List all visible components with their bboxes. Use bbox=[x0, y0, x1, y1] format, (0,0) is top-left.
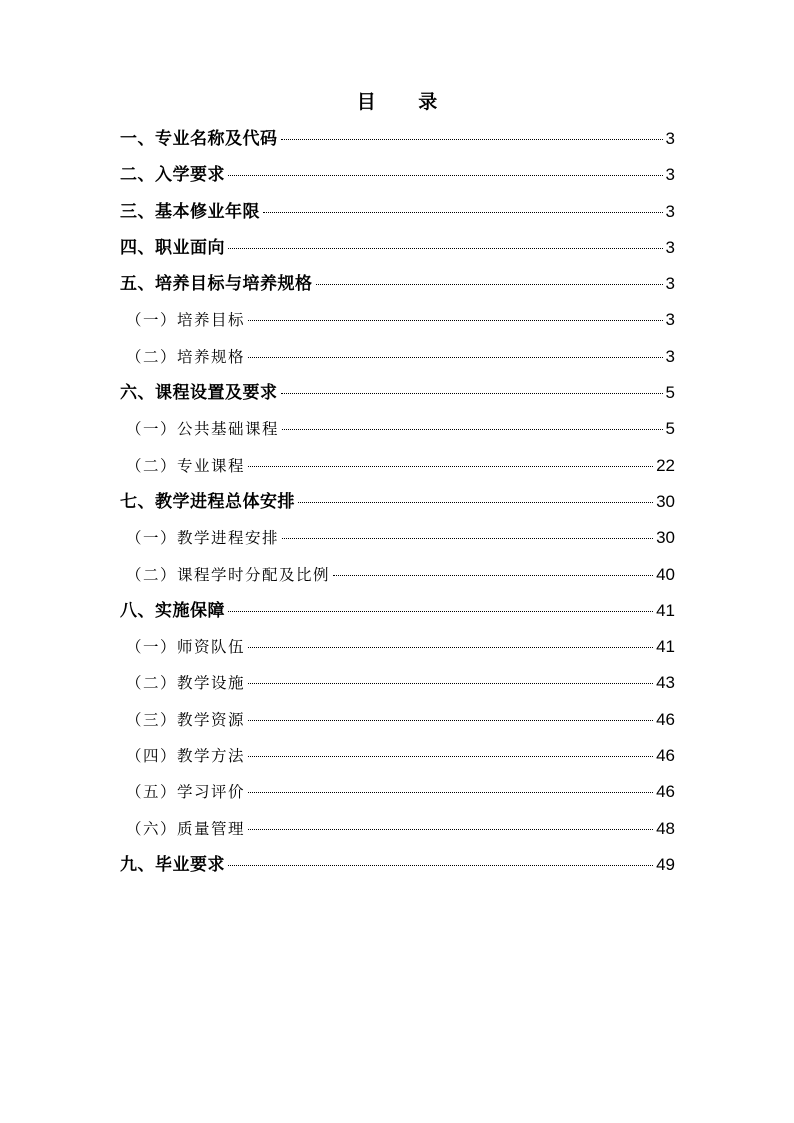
toc-subsection-entry[interactable] bbox=[120, 743, 675, 779]
toc-entry-title: 一、专业名称及代码 bbox=[120, 129, 278, 149]
toc-page-number: 41 bbox=[656, 600, 675, 620]
toc-dot-leader bbox=[263, 212, 663, 213]
toc-subsection-entry[interactable] bbox=[120, 416, 675, 452]
toc-page-number: 3 bbox=[665, 201, 675, 221]
toc-subsection-entry[interactable] bbox=[120, 307, 675, 343]
toc-entry-title: （二）培养规格 bbox=[126, 347, 246, 366]
toc-subsection-entry[interactable] bbox=[120, 707, 675, 743]
toc-dot-leader bbox=[282, 538, 653, 539]
toc-page-number: 3 bbox=[665, 274, 675, 294]
toc-page-number: 40 bbox=[656, 564, 675, 584]
toc-page-number: 43 bbox=[656, 673, 675, 693]
toc-dot-leader bbox=[281, 393, 663, 394]
toc-entry-title: 三、基本修业年限 bbox=[120, 201, 260, 222]
toc-dot-leader bbox=[333, 575, 653, 576]
toc-entry-title: （二）专业课程 bbox=[126, 456, 246, 475]
toc-entry-title: （一）培养目标 bbox=[126, 311, 246, 330]
toc-entry-title: 九、毕业要求 bbox=[120, 854, 225, 875]
toc-entry-title: （二）课程学时分配及比例 bbox=[126, 565, 331, 584]
table-of-contents bbox=[120, 126, 675, 888]
toc-page-number: 46 bbox=[656, 709, 675, 729]
toc-entry-title: （一）师资队伍 bbox=[126, 638, 246, 657]
toc-page-number: 30 bbox=[656, 528, 675, 548]
toc-page-number: 3 bbox=[665, 346, 675, 366]
toc-page-number: 3 bbox=[665, 310, 675, 330]
toc-section-entry[interactable] bbox=[120, 852, 675, 888]
toc-entry-title: （六）质量管理 bbox=[126, 819, 246, 838]
toc-section-entry[interactable] bbox=[120, 235, 675, 271]
toc-entry-title: （一）公共基础课程 bbox=[126, 420, 280, 439]
toc-section-entry[interactable] bbox=[120, 380, 675, 416]
toc-dot-leader bbox=[228, 865, 653, 866]
toc-dot-leader bbox=[248, 357, 663, 358]
toc-dot-leader bbox=[248, 647, 653, 648]
toc-dot-leader bbox=[248, 792, 653, 793]
toc-dot-leader bbox=[228, 175, 663, 176]
toc-entry-title: （五）学习评价 bbox=[126, 783, 246, 802]
toc-page-number: 5 bbox=[665, 383, 675, 403]
toc-dot-leader bbox=[248, 756, 653, 757]
toc-entry-title: 八、实施保障 bbox=[120, 600, 225, 621]
toc-entry-title: （三）教学资源 bbox=[126, 710, 246, 729]
toc-page-number: 46 bbox=[656, 782, 675, 802]
toc-dot-leader bbox=[248, 320, 663, 321]
toc-entry-title: （四）教学方法 bbox=[126, 747, 246, 766]
toc-section-entry[interactable] bbox=[120, 126, 675, 162]
toc-page-number: 3 bbox=[665, 129, 675, 148]
toc-entry-title: 五、培养目标与培养规格 bbox=[120, 274, 313, 295]
toc-section-entry[interactable] bbox=[120, 162, 675, 198]
toc-subsection-entry[interactable] bbox=[120, 525, 675, 561]
toc-dot-leader bbox=[228, 248, 663, 249]
toc-entry-title: 六、课程设置及要求 bbox=[120, 383, 278, 404]
toc-section-entry[interactable] bbox=[120, 489, 675, 525]
toc-page-number: 5 bbox=[665, 419, 675, 439]
toc-page-number: 3 bbox=[665, 237, 675, 257]
toc-subsection-entry[interactable] bbox=[120, 344, 675, 380]
toc-page-number: 49 bbox=[656, 854, 675, 874]
toc-dot-leader bbox=[228, 611, 653, 612]
toc-dot-leader bbox=[282, 429, 663, 430]
toc-subsection-entry[interactable] bbox=[120, 453, 675, 489]
toc-page-number: 48 bbox=[656, 818, 675, 838]
toc-dot-leader bbox=[248, 829, 653, 830]
toc-dot-leader bbox=[281, 139, 663, 140]
toc-entry-title: （一）教学进程安排 bbox=[126, 529, 280, 548]
toc-subsection-entry[interactable] bbox=[120, 634, 675, 670]
toc-entry-title: 四、职业面向 bbox=[120, 237, 225, 258]
toc-page-number: 46 bbox=[656, 746, 675, 766]
toc-page-number: 22 bbox=[656, 455, 675, 475]
toc-entry-title: （二）教学设施 bbox=[126, 674, 246, 693]
toc-dot-leader bbox=[248, 683, 653, 684]
toc-section-entry[interactable] bbox=[120, 271, 675, 307]
toc-page-number: 3 bbox=[665, 165, 675, 185]
toc-entry-title: 二、入学要求 bbox=[120, 165, 225, 186]
toc-dot-leader bbox=[298, 502, 653, 503]
toc-section-entry[interactable] bbox=[120, 598, 675, 634]
toc-dot-leader bbox=[316, 284, 663, 285]
toc-page-number: 30 bbox=[656, 491, 675, 511]
toc-subsection-entry[interactable] bbox=[120, 670, 675, 706]
toc-page-number: 41 bbox=[656, 637, 675, 657]
toc-title: 目 录 bbox=[356, 91, 456, 113]
toc-section-entry[interactable] bbox=[120, 199, 675, 235]
toc-entry-title: 七、教学进程总体安排 bbox=[120, 491, 295, 512]
toc-subsection-entry[interactable] bbox=[120, 816, 675, 852]
toc-subsection-entry[interactable] bbox=[120, 779, 675, 815]
toc-subsection-entry[interactable] bbox=[120, 562, 675, 598]
toc-dot-leader bbox=[248, 720, 653, 721]
toc-dot-leader bbox=[248, 466, 653, 467]
